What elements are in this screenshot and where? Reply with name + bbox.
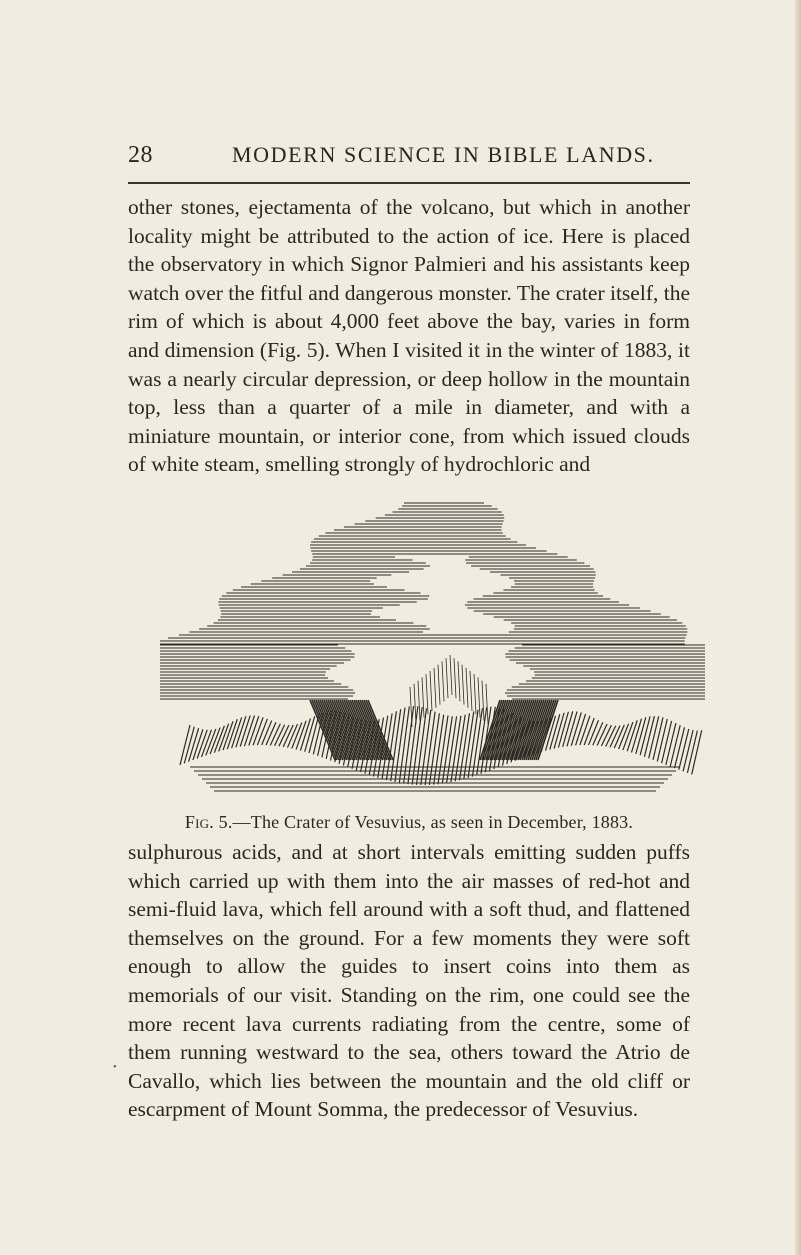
page-header — [0, 142, 801, 174]
body-paragraph-2: sulphurous acids, and at short intervals emitting sudden puffs which carried up with them into the air masses of red-hot and semi-fluid lava, which fell around with a soft thud, and flattened themselves on the ground. For a few moments they were soft enough to allow the guides to insert coins into them as memorials of our visit. Standing on the rim, one could see the more recent lava currents radiating from the centre, some of them running westward to the sea, others toward the Atrio de Cavallo, which lies between the mountain and the old cliff or escarpment of Mount Somma, the predecessor of Vesuvius. — [128, 840, 690, 1122]
figure-caption — [128, 812, 690, 833]
running-head: MODERN SCIENCE IN BIBLE LANDS. — [232, 142, 655, 167]
page-edge — [795, 0, 801, 1255]
crater-engraving — [160, 495, 705, 805]
page-number: 28 — [128, 142, 153, 168]
figure-label: Fig. 5. — [184, 812, 233, 832]
engraving-illustration — [160, 495, 705, 805]
header-rule — [128, 182, 690, 184]
stray-mark: • — [113, 1062, 117, 1073]
figure-caption-text: —The Crater of Vesuvius, as seen in December, 1883. — [232, 812, 634, 832]
body-paragraph-1: other stones, ejectamenta of the volcano, but which in another locality might be attributed to the action of ice. Here is placed the observatory in which Signor Palmieri and his assistants keep watch over the fitful and dangerous monster. The crater itself, the rim of which is about 4,000 feet above the bay, varies in form and dimension (Fig. 5). When I visited it in the winter of 1883, it was a nearly circular depression, or deep hollow in the mountain top, less than a quarter of a mile in diameter, and with a miniature mountain, or interior cone, from which issued clouds of white steam, smelling strongly of hydrochloric and — [128, 195, 690, 477]
